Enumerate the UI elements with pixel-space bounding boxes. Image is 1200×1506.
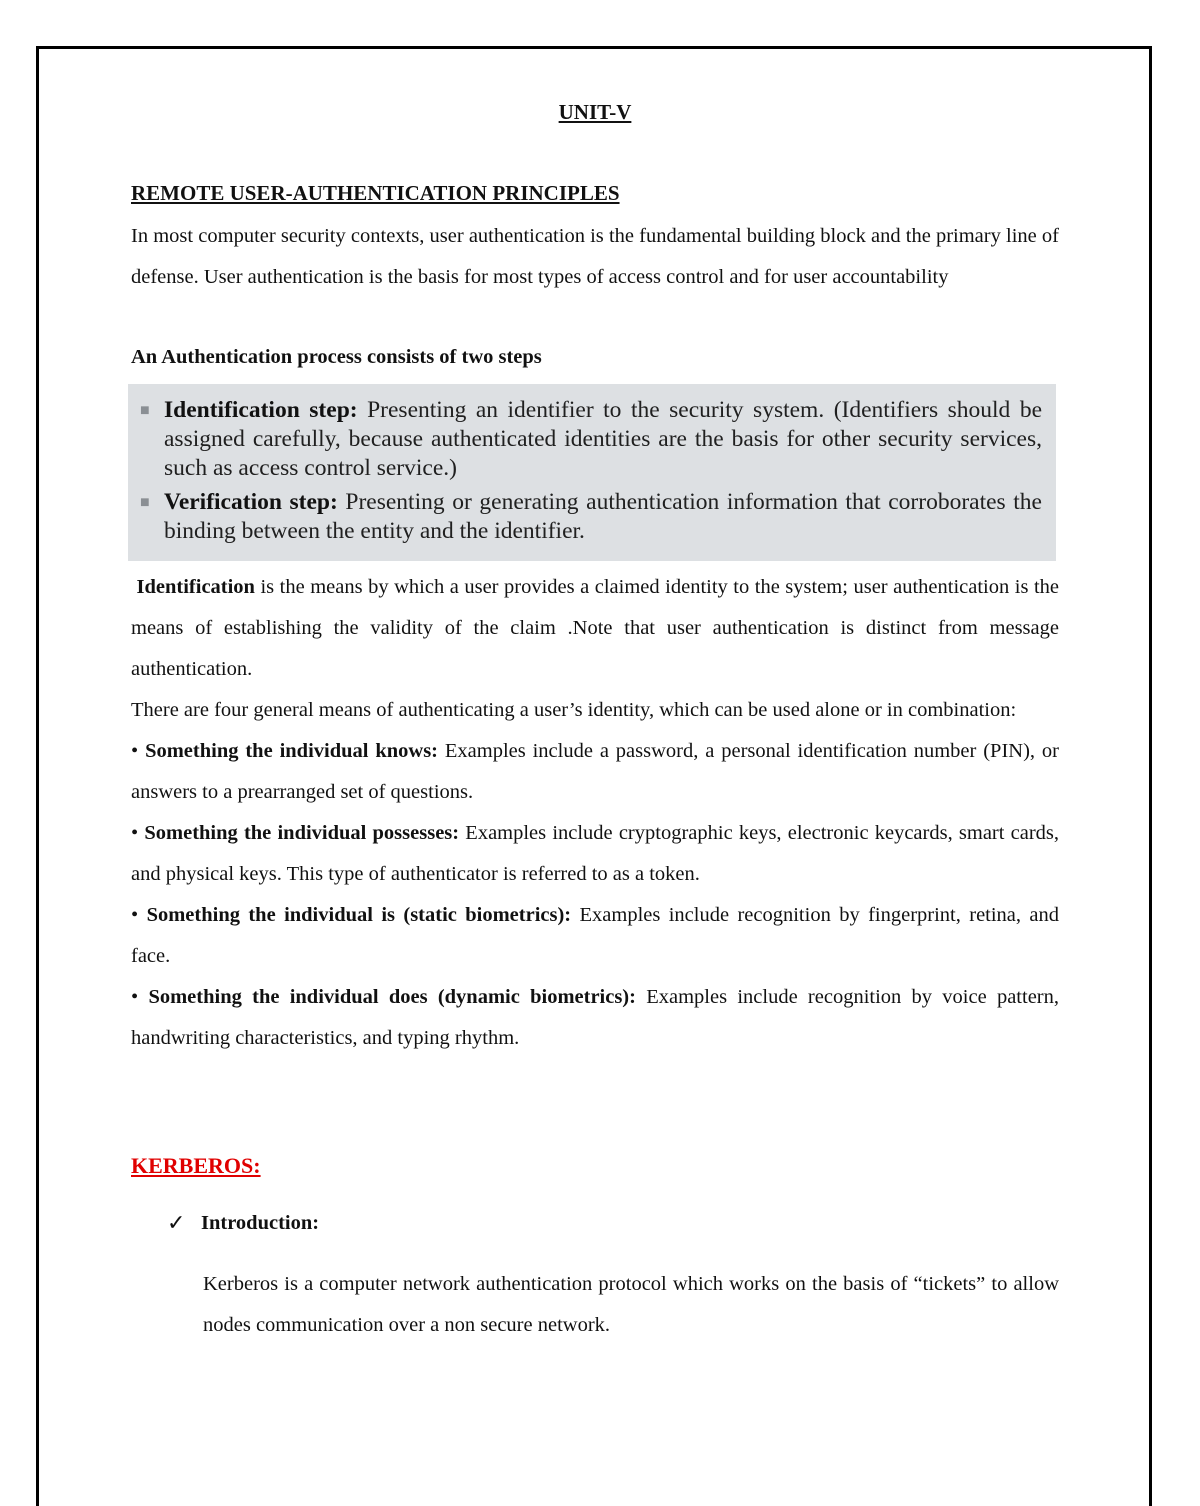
- authentication-means-block: [131, 567, 1059, 1059]
- authentication-steps-box: [128, 384, 1056, 561]
- square-bullet-icon: ■: [140, 402, 150, 419]
- means-intro: There are four general means of authenticating a user’s identity, which can be used alone or in combination:: [131, 699, 1017, 721]
- bullet-dot-icon: •: [131, 904, 139, 926]
- kerberos-paragraph: Kerberos is a computer network authentication protocol which works on the basis of “tickets” to allow nodes communication over a non secure network.: [203, 1273, 1059, 1336]
- step-term: Identification step:: [164, 397, 358, 423]
- identification-paragraph: [131, 567, 1059, 690]
- identification-text: is the means by which a user provides a claimed identity to the system; user authentication is the means of establishing the validity of the claim .Note that user authentication is distinct from message authentication.: [131, 576, 1059, 680]
- means-item-knows: [131, 731, 1059, 813]
- kerberos-heading: KERBEROS:: [131, 1153, 261, 1178]
- checkmark-icon: ✓: [167, 1210, 186, 1235]
- bullet-dot-icon: •: [131, 822, 139, 844]
- step-item-identification: [140, 396, 1042, 483]
- bullet-dot-icon: •: [131, 740, 139, 762]
- means-term: Something the individual is (static biometrics):: [146, 904, 572, 926]
- means-term: Something the individual knows:: [145, 740, 438, 762]
- identification-term: Identification: [136, 576, 255, 598]
- section-heading: REMOTE USER-AUTHENTICATION PRINCIPLES: [131, 181, 620, 205]
- means-text: Examples include a password, a personal identification number (PIN), or answers to a prearranged set of questions.: [131, 740, 1059, 803]
- means-term: Something the individual does (dynamic biometrics):: [148, 986, 636, 1008]
- steps-heading: An Authentication process consists of two steps: [131, 346, 542, 368]
- introduction-label: Introduction:: [201, 1212, 320, 1234]
- means-text: Examples include cryptographic keys, electronic keycards, smart cards, and physical keys. This type of authenticator is referred to as a token.: [131, 822, 1059, 885]
- square-bullet-icon: ■: [140, 494, 150, 511]
- unit-title: UNIT-V: [558, 100, 632, 124]
- bullet-dot-icon: •: [131, 986, 139, 1008]
- means-text: Examples include recognition by fingerprint, retina, and face.: [131, 904, 1060, 967]
- step-description: Presenting or generating authentication information that corroborates the binding between the entity and the identifier.: [164, 489, 1042, 544]
- means-text: Examples include recognition by voice pattern, handwriting characteristics, and typing rhythm.: [131, 986, 1059, 1049]
- step-item-verification: [140, 488, 1042, 546]
- intro-paragraph: In most computer security contexts, user authentication is the fundamental building block and the primary line of defense. User authentication is the basis for most types of access control and for user accountability: [131, 225, 1059, 288]
- means-item-possesses: [131, 813, 1059, 895]
- document-content: [131, 92, 1060, 1336]
- means-item-dynamic-biometrics: [131, 977, 1059, 1059]
- step-description: Presenting an identifier to the security system. (Identifiers should be assigned carefully, because authenticated identities are the basis for other security services, such as access control service.): [164, 397, 1042, 481]
- introduction-subheading: [167, 1206, 319, 1240]
- step-term: Verification step:: [164, 489, 338, 515]
- means-term: Something the individual possesses:: [144, 822, 460, 844]
- means-item-static-biometrics: [131, 895, 1059, 977]
